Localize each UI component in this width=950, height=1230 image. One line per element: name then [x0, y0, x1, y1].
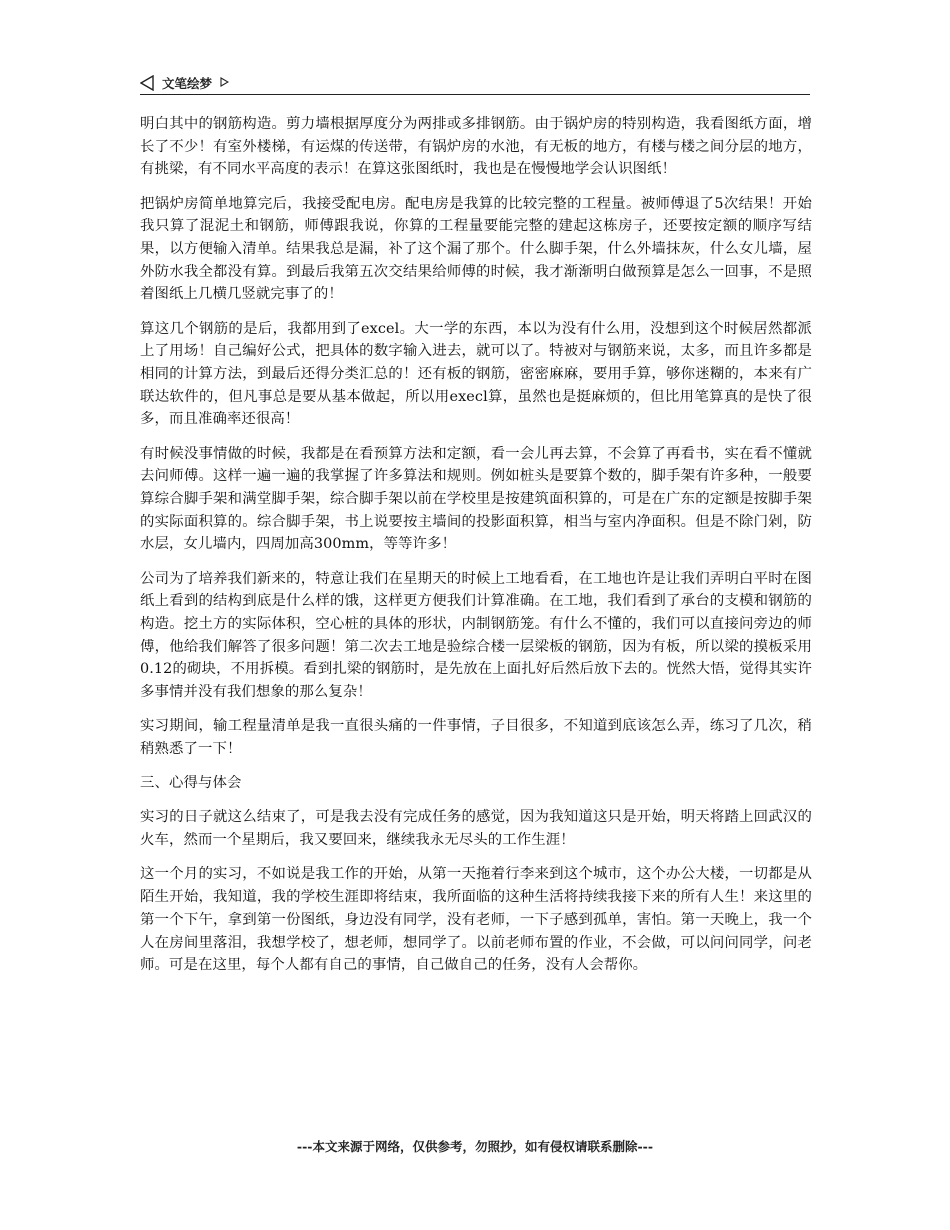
section-heading: 三、心得与体会	[140, 775, 242, 792]
paragraph: 这一个月的实习，不如说是我工作的开始，从第一天拖着行李来到这个城市，这个办公大楼，一切都是从陌生开始，我知道，我的学校生涯即将结束，我所面临的这种生活将持续我接下来的所有人生！来这里的第一个下午，拿到第一份图纸，身边没有同学，没有老师，一下子感到孤单，害怕。第一天晚上，我一个人在房间里落泪，我想学校了，想老师，想同学了。以前老师布置的作业，不会做，可以问问同学，问老师。可是在这里，每个人都有自己的事情，自己做自己的任务，没有人会帮你。	[140, 866, 812, 974]
document-body	[140, 113, 812, 988]
triangle-left-outline-icon[interactable]	[140, 75, 154, 91]
paragraph: 实习的日子就这么结束了，可是我去没有完成任务的感觉，因为我知道这只是开始，明天将踏上回武汉的火车，然而一个星期后，我又要回来，继续我永无尽头的工作生涯！	[140, 809, 812, 849]
page-header	[140, 72, 810, 95]
paragraph: 公司为了培养我们新来的，特意让我们在星期天的时候上工地看看，在工地也许是让我们弄明白平时在图纸上看到的结构到底是什么样的饿，这样更方便我们计算准确。在工地，我们看到了承台的支模和钢筋的构造。挖土方的实际体积，空心桩的具体的形状，内制钢筋笼。有什么不懂的，我们可以直接问旁边的师傅，他给我们解答了很多问题！第二次去工地是验综合楼一层梁板的钢筋，因为有板，所以梁的摸板采用0.12的砌块，不用拆模。看到扎梁的钢筋时，是先放在上面扎好后然后放下去的。恍然大悟，觉得其实许多事情并没有我们想象的那么复杂！	[140, 570, 812, 701]
paragraph: 明白其中的钢筋构造。剪力墙根据厚度分为两排或多排钢筋。由于锅炉房的特别构造，我看图纸方面，增长了不少！有室外楼梯，有运煤的传送带，有锅炉房的水池，有无板的地方，有楼与楼之间分层的地方，有挑梁，有不同水平高度的表示！在算这张图纸时，我也是在慢慢地学会认识图纸！	[140, 116, 812, 178]
paragraph: 算这几个钢筋的是后，我都用到了excel。大一学的东西，本以为没有什么用，没想到这个时候居然都派上了用场！自己编好公式，把具体的数字输入进去，就可以了。特被对与钢筋来说，太多，而且许多都是相同的计算方法，到最后还得分类汇总的！还有板的钢筋，密密麻麻，要用手算，够你迷糊的，本来有广联达软件的，但凡事总是要从基本做起，所以用execl算，虽然也是挺麻烦的，但比用笔算真的是快了很多，而且准确率还很高！	[140, 320, 812, 428]
paragraph: 有时候没事情做的时候，我都是在看预算方法和定额，看一会儿再去算，不会算了再看书，实在看不懂就去问师傅。这样一遍一遍的我掌握了许多算法和规则。例如桩头是要算个数的，脚手架有许多种，一般要算综合脚手架和满堂脚手架，综合脚手架以前在学校里是按建筑面积算的，可是在广东的定额是按脚手架的实际面积算的。综合脚手架，书上说要按主墙间的投影面积算，相当与室内净面积。但是不除门剁，防水层，女儿墙内，四周加高300mm，等等许多！	[140, 445, 812, 553]
paragraph: 把锅炉房简单地算完后，我接受配电房。配电房是我算的比较完整的工程量。被师傅退了5次结果！开始我只算了混泥土和钢筋，师傅跟我说，你算的工程量要能完整的建起这栋房子，还要按定额的顺序写结果，以方便输入清单。结果我总是漏，补了这个漏了那个。什么脚手架，什么外墙抹灰，什么女儿墙，屋外防水我全都没有算。到最后我第五次交结果给师傅的时候，我才渐渐明白做预算是怎么一回事，不是照着图纸上几横几竖就完事了的！	[140, 195, 812, 303]
header-title: 文笔绘梦	[162, 76, 213, 91]
triangle-right-outline-icon[interactable]	[220, 77, 229, 87]
paragraph: 实习期间，输工程量清单是我一直很头痛的一件事情，子目很多，不知道到底该怎么弄，练习了几次，稍稍熟悉了一下！	[140, 718, 812, 758]
page-footer: ---本文来源于网络，仅供参考，勿照抄，如有侵权请联系删除---	[296, 1139, 654, 1154]
